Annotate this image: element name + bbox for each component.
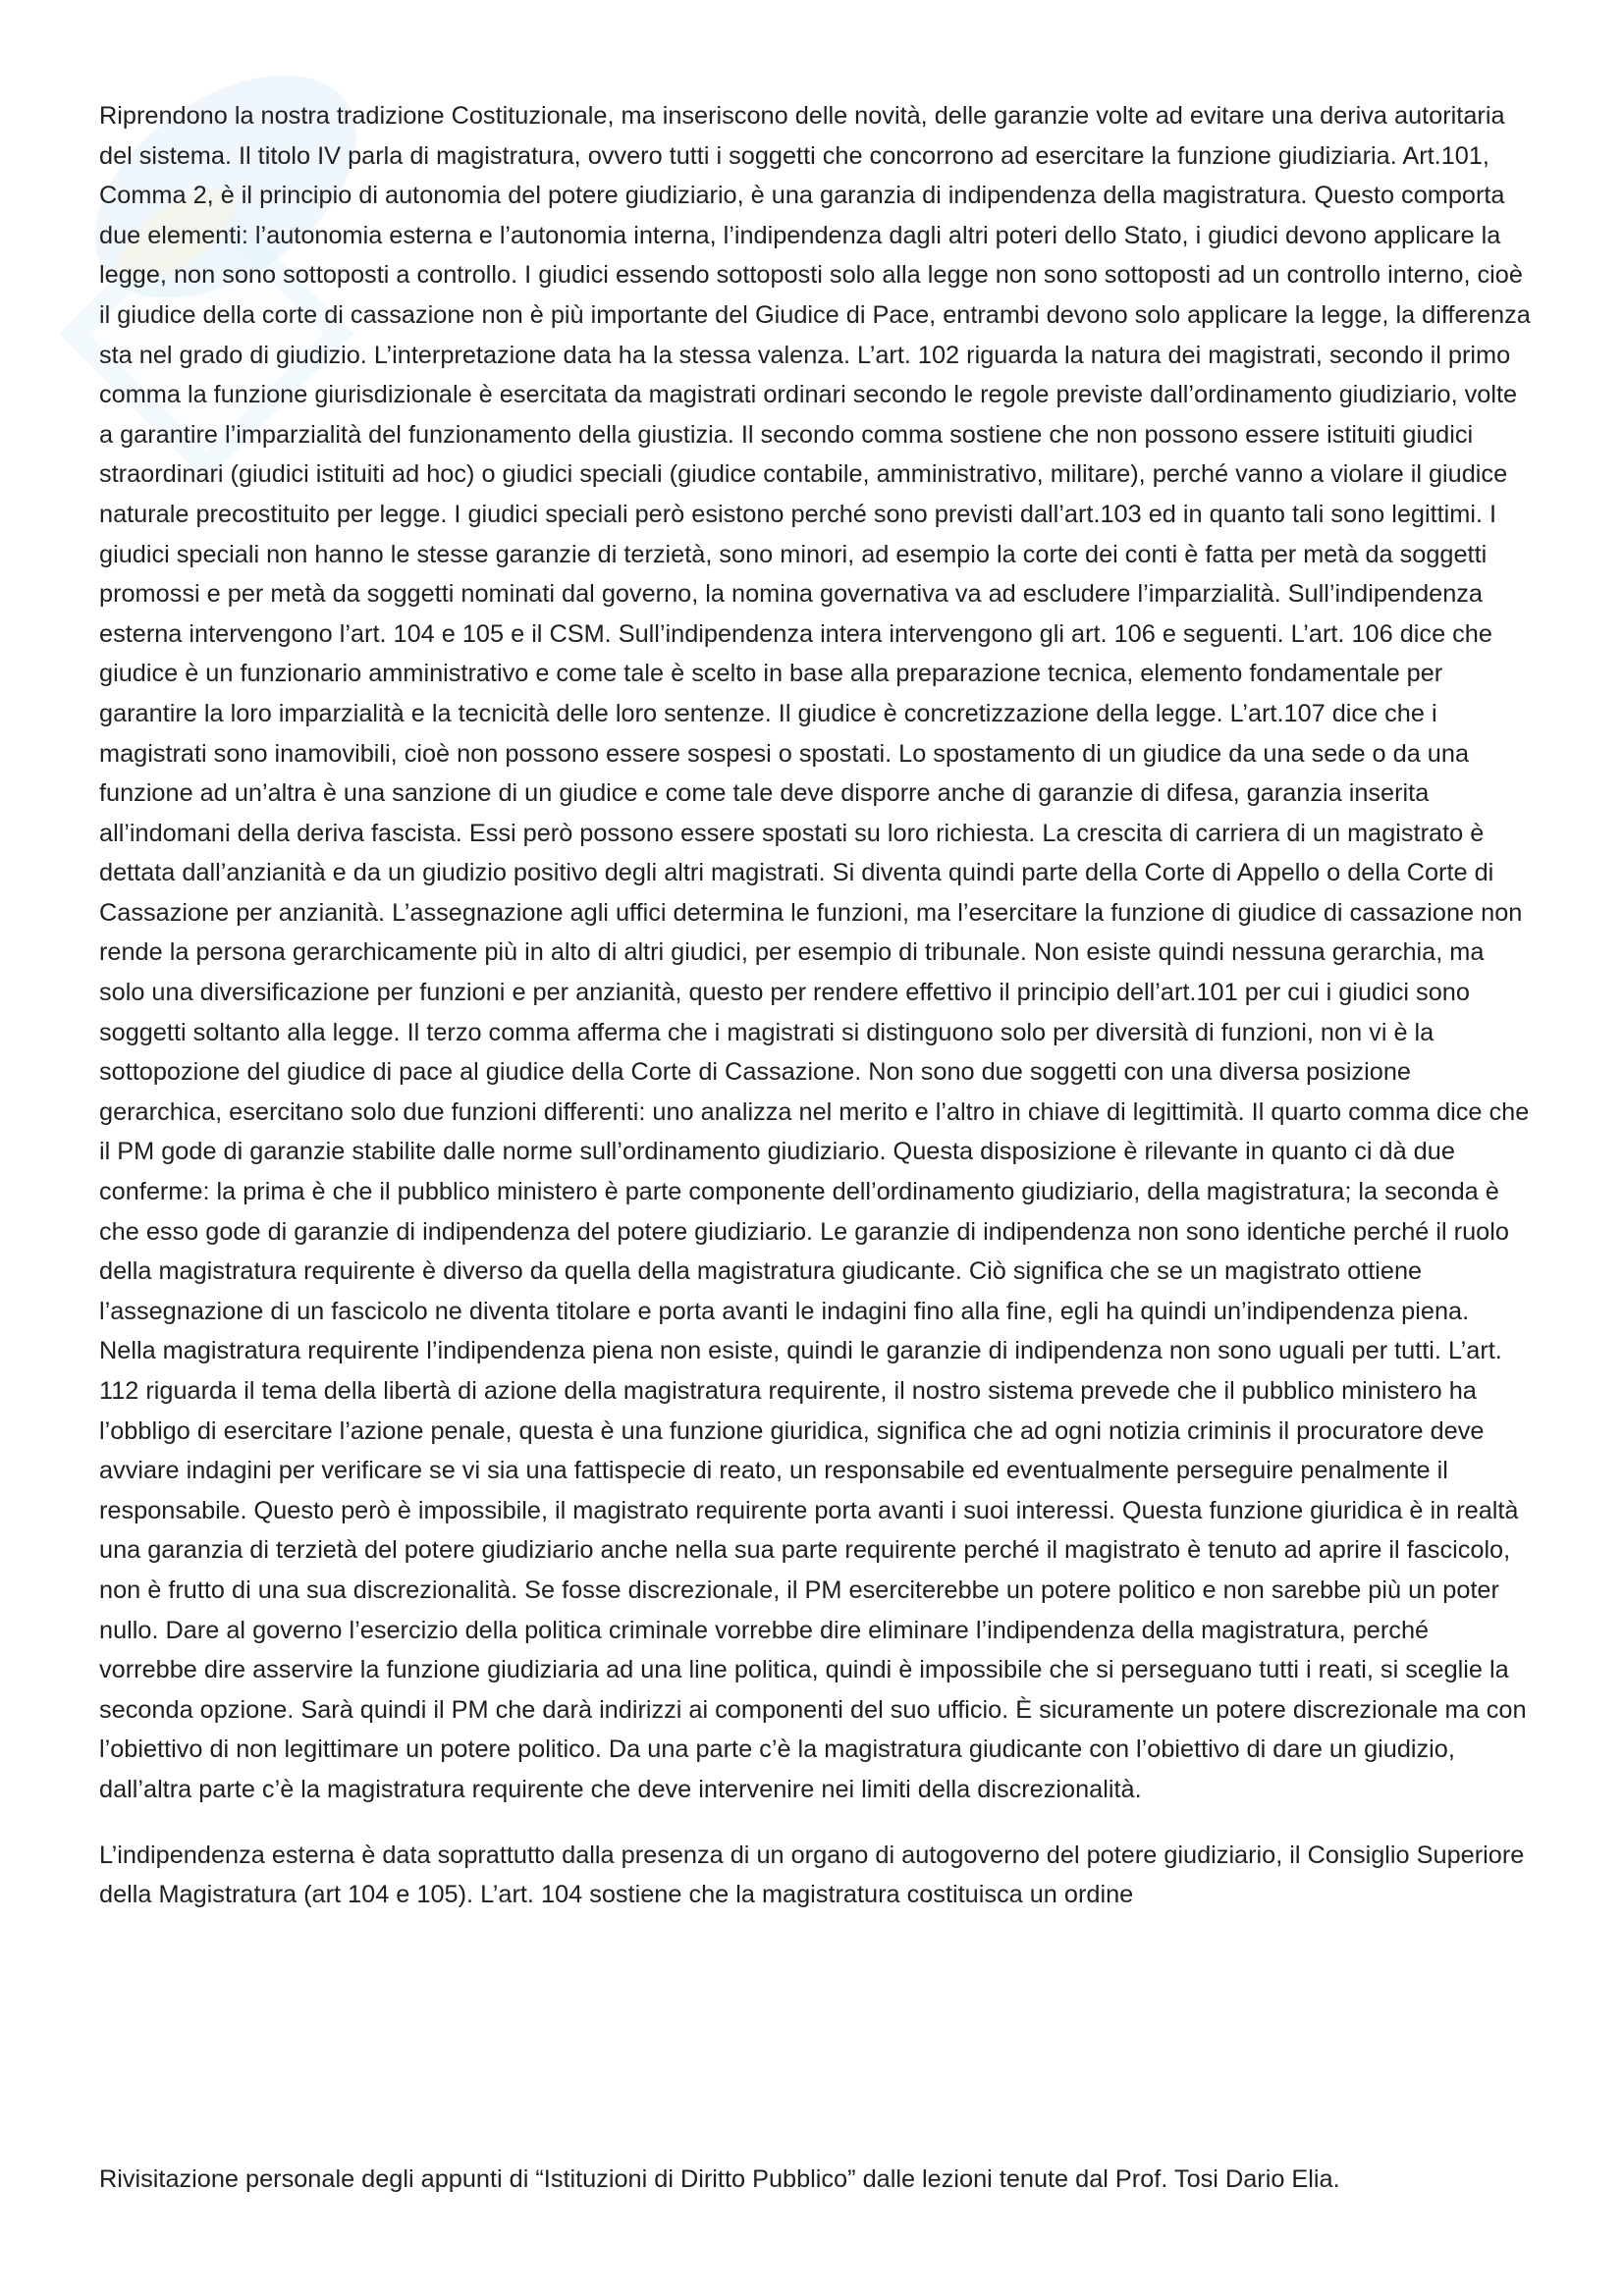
body-text <box>99 96 1531 1915</box>
paragraph: Riprendono la nostra tradizione Costituzionale, ma inseriscono delle novità, delle garanzie volte ad evitare una deriva autoritaria del sistema. Il titolo IV parla di magistratura, ovvero tutti i soggetti che concorrono ad esercitare la funzione giudiziaria. Art.101, Comma 2, è il principio di autonomia del potere giudiziario, è una garanzia di indipendenza della magistratura. Questo comporta due elementi: l’autonomia esterna e l’autonomia interna, l’indipendenza dagli altri poteri dello Stato, i giudici devono applicare la legge, non sono sottoposti a controllo. I giudici essendo sottoposti solo alla legge non sono sottoposti ad un controllo interno, cioè il giudice della corte di cassazione non è più importante del Giudice di Pace, entrambi devono solo applicare la legge, la differenza sta nel grado di giudizio. L’interpretazione data ha la stessa valenza. L’art. 102 riguarda la natura dei magistrati, secondo il primo comma la funzione giurisdizionale è esercitata da magistrati ordinari secondo le regole previste dall’ordinamento giudiziario, volte a garantire l’imparzialità del funzionamento della giustizia. Il secondo comma sostiene che non possono essere istituiti giudici straordinari (giudici istituiti ad hoc) o giudici speciali (giudice contabile, amministrativo, militare), perché vanno a violare il giudice naturale precostituito per legge. I giudici speciali però esistono perché sono previsti dall’art.103 ed in quanto tali sono legittimi. I giudici speciali non hanno le stesse garanzie di terzietà, sono minori, ad esempio la corte dei conti è fatta per metà da soggetti promossi e per metà da soggetti nominati dal governo, la nomina governativa va ad escludere l’imparzialità. Sull’indipendenza esterna intervengono l’art. 104 e 105 e il CSM. Sull’indipendenza intera intervengono gli art. 106 e seguenti. L’art. 106 dice che giudice è un funzionario amministrativo e come tale è scelto in base alla preparazione tecnica, elemento fondamentale per garantire la loro imparzialità e la tecnicità delle loro sentenze. Il giudice è concretizzazione della legge. L’art.107 dice che i magistrati sono inamovibili, cioè non possono essere sospesi o spostati. Lo spostamento di un giudice da una sede o da una funzione ad un’altra è una sanzione di un giudice e come tale deve disporre anche di garanzie di difesa, garanzia inserita all’indomani della deriva fascista. Essi però possono essere spostati su loro richiesta. La crescita di carriera di un magistrato è dettata dall’anzianità e da un giudizio positivo degli altri magistrati. Si diventa quindi parte della Corte di Appello o della Corte di Cassazione per anzianità. L’assegnazione agli uffici determina le funzioni, ma l’esercitare la funzione di giudice di cassazione non rende la persona gerarchicamente più in alto di altri giudici, per esempio di tribunale. Non esiste quindi nessuna gerarchia, ma solo una diversificazione per funzioni e per anzianità, questo per rendere effettivo il principio dell’art.101 per cui i giudici sono soggetti soltanto alla legge. Il terzo comma afferma che i magistrati si distinguono solo per diversità di funzioni, non vi è la sottopozione del giudice di pace al giudice della Corte di Cassazione. Non sono due soggetti con una diversa posizione gerarchica, esercitano solo due funzioni differenti: uno analizza nel merito e l’altro in chiave di legittimità. Il quarto comma dice che il PM gode di garanzie stabilite dalle norme sull’ordinamento giudiziario. Questa disposizione è rilevante in quanto ci dà due conferme: la prima è che il pubblico ministero è parte componente dell’ordinamento giudiziario, della magistratura; la seconda è che esso gode di garanzie di indipendenza del potere giudiziario. Le garanzie di indipendenza non sono identiche perché il ruolo della magistratura requirente è diverso da quella della magistratura giudicante. Ciò significa che se un magistrato ottiene l’assegnazione di un fascicolo ne diventa titolare e porta avanti le indagini fino alla fine, egli ha quindi un’indipendenza piena. Nella magistratura requirente l’indipendenza piena non esiste, quindi le garanzie di indipendenza non sono uguali per tutti. L’art. 112 riguarda il tema della libertà di azione della magistratura requirente, il nostro sistema prevede che il pubblico ministero ha l’obbligo di esercitare l’azione penale, questa è una funzione giuridica, significa che ad ogni notizia criminis il procuratore deve avviare indagini per verificare se vi sia una fattispecie di reato, un responsabile ed eventualmente perseguire penalmente il responsabile. Questo però è impossibile, il magistrato requirente porta avanti i suoi interessi. Questa funzione giuridica è in realtà una garanzia di terzietà del potere giudiziario anche nella sua parte requirente perché il magistrato è tenuto ad aprire il fascicolo, non è frutto di una sua discrezionalità. Se fosse discrezionale, il PM eserciterebbe un potere politico e non sarebbe più un poter nullo. Dare al governo l’esercizio della politica criminale vorrebbe dire eliminare l’indipendenza della magistratura, perché vorrebbe dire asservire la funzione giudiziaria ad una line politica, quindi è impossibile che si perseguano tutti i reati, si sceglie la seconda opzione. Sarà quindi il PM che darà indirizzi ai componenti del suo ufficio. È sicuramente un potere discrezionale ma con l’obiettivo di non legittimare un potere politico. Da una parte c’è la magistratura giudicante con l’obiettivo di dare un giudizio, dall’altra parte c’è la magistratura requirente che deve intervenire nei limiti della discrezionalità. <box>99 102 1531 1803</box>
page-footer: Rivisitazione personale degli appunti di “Istituzioni di Diritto Pubblico” dalle lezioni tenute dal Prof. Tosi Dario Elia. <box>99 2165 1340 2193</box>
paragraph: L’indipendenza esterna è data soprattutto dalla presenza di un organo di autogoverno del potere giudiziario, il Consiglio Superiore della Magistratura (art 104 e 105). L’art. 104 sostiene che la magistratura costituisca un ordine <box>99 1841 1525 1909</box>
